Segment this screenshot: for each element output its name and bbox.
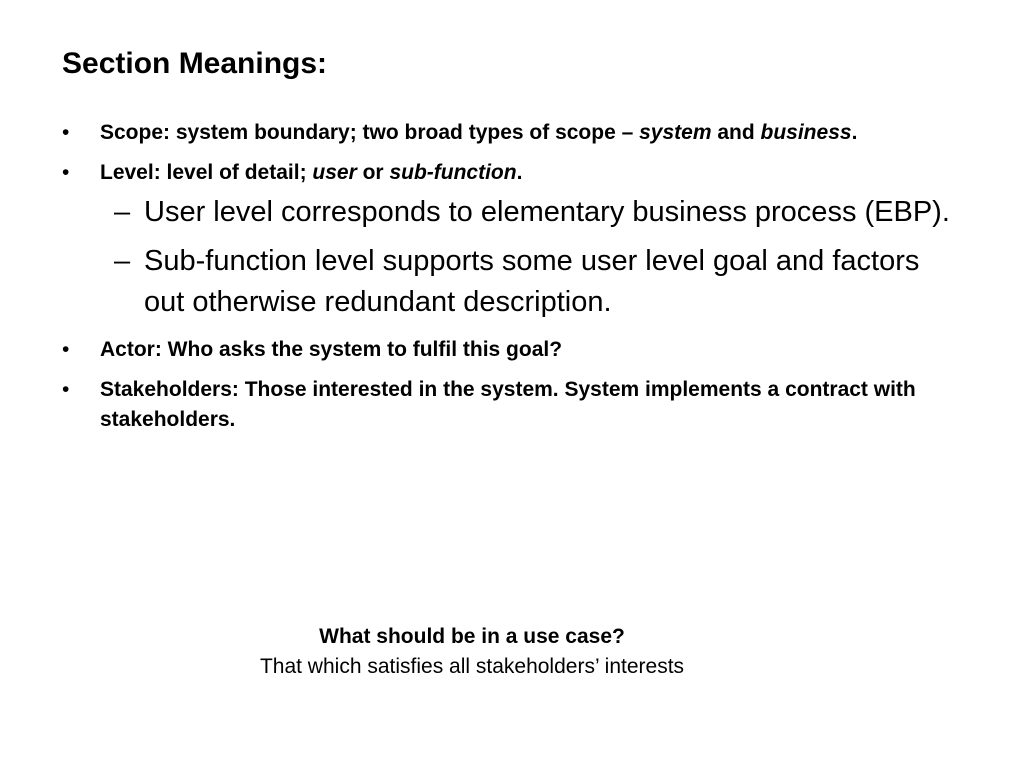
bullet-icon: • bbox=[62, 338, 70, 361]
bullet-icon: • bbox=[62, 378, 70, 401]
level-text-3: . bbox=[516, 161, 523, 184]
sub-bullet-user-level bbox=[62, 192, 962, 233]
level-em-sub-function: sub-function bbox=[389, 161, 517, 184]
bullet-list bbox=[62, 118, 962, 445]
footer-answer: That which satisfies all stakeholders’ interests bbox=[259, 655, 685, 678]
bullet-icon: • bbox=[62, 161, 70, 184]
actor-text: Actor: Who asks the system to fulfil this goal? bbox=[100, 338, 563, 361]
footer-question: What should be in a use case? bbox=[319, 625, 625, 648]
bullet-actor bbox=[62, 335, 962, 365]
bullet-scope bbox=[62, 118, 962, 148]
bullet-stakeholders bbox=[62, 375, 962, 435]
scope-em-business: business bbox=[760, 121, 852, 144]
footer-note bbox=[0, 622, 944, 682]
bullet-level bbox=[62, 158, 962, 188]
scope-text-1: Scope: system boundary; two broad types of scope – bbox=[100, 121, 640, 144]
level-text-2: or bbox=[356, 161, 390, 184]
bullet-icon: • bbox=[62, 121, 70, 144]
sub-bullet-text: User level corresponds to elementary business process (EBP). bbox=[144, 196, 950, 228]
scope-em-system: system bbox=[639, 121, 712, 144]
slide-title: Section Meanings: bbox=[62, 47, 328, 80]
scope-text-3: . bbox=[851, 121, 858, 144]
scope-text-2: and bbox=[711, 121, 761, 144]
level-em-user: user bbox=[312, 161, 357, 184]
level-text-1: Level: level of detail; bbox=[100, 161, 313, 184]
sub-bullet-text: Sub-function level supports some user level goal and factors out otherwise redundant description. bbox=[144, 245, 920, 318]
stakeholders-text: Stakeholders: Those interested in the system. System implements a contract with stakeholders. bbox=[100, 378, 916, 431]
dash-icon: – bbox=[114, 245, 131, 277]
sub-bullet-sub-function-level bbox=[62, 241, 962, 323]
dash-icon: – bbox=[114, 196, 131, 228]
